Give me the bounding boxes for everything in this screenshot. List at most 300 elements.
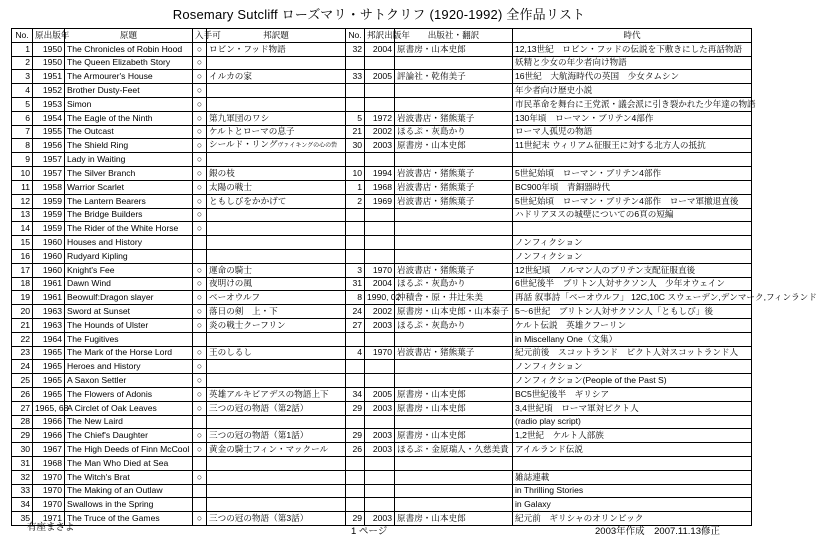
cell-jp-number — [346, 374, 365, 388]
cell-no — [12, 429, 33, 443]
cell-jp-year — [365, 111, 395, 125]
table-row — [12, 236, 752, 250]
cell-japanese-title-text: ケルトとローマの息子 — [209, 126, 295, 137]
cell-era-text: in Miscellany One（文集） — [515, 333, 618, 344]
cell-year — [33, 318, 65, 332]
cell-era-text: 雑誌連載 — [515, 471, 550, 482]
table-row — [12, 360, 752, 374]
cell-japanese-title — [207, 456, 346, 470]
cell-era — [513, 484, 752, 498]
cell-available-mark-text: ○ — [196, 71, 203, 82]
cell-no — [12, 125, 33, 139]
cell-japanese-title — [207, 84, 346, 98]
cell-original-title — [65, 97, 193, 111]
cell-jp-year-text: 2002 — [372, 126, 392, 137]
cell-japanese-title — [207, 180, 346, 194]
cell-japanese-title — [207, 111, 346, 125]
header-japanese-title: 邦訳題 — [207, 29, 346, 43]
cell-japanese-title — [207, 305, 346, 319]
cell-era-text: 年少者向け歴史小説 — [515, 85, 593, 96]
cell-original-title-text: The Hounds of Ulster — [67, 319, 149, 330]
cell-japanese-title — [207, 291, 346, 305]
cell-available-mark-text: ○ — [196, 388, 203, 399]
cell-publisher — [395, 263, 513, 277]
cell-jp-year — [365, 415, 395, 429]
table-row — [12, 97, 752, 111]
cell-japanese-title — [207, 318, 346, 332]
cell-jp-number — [346, 42, 365, 56]
cell-no — [12, 84, 33, 98]
cell-japanese-title — [207, 415, 346, 429]
cell-year — [33, 429, 65, 443]
cell-jp-year — [365, 56, 395, 70]
cell-publisher — [395, 332, 513, 346]
cell-era-text: BC5世紀後半 ギリシア — [515, 388, 610, 399]
cell-available-mark — [193, 415, 207, 429]
cell-publisher — [395, 42, 513, 56]
cell-jp-year — [365, 139, 395, 153]
cell-original-title-text: Warrior Scarlet — [67, 181, 124, 192]
cell-year-text: 1957 — [42, 154, 62, 165]
cell-original-title-text: The Eagle of the Ninth — [67, 112, 153, 123]
cell-publisher — [395, 222, 513, 236]
cell-available-mark — [193, 194, 207, 208]
cell-publisher-text: 沖積舎・原・井辻朱美 — [397, 292, 483, 303]
cell-publisher — [395, 153, 513, 167]
cell-era — [513, 194, 752, 208]
cell-year — [33, 263, 65, 277]
cell-jp-year — [365, 305, 395, 319]
cell-year — [33, 415, 65, 429]
cell-original-title-text: Lady in Waiting — [67, 154, 126, 165]
cell-no-text: 21 — [20, 319, 30, 330]
cell-original-title-text: Beowulf:Dragon slayer — [67, 292, 154, 303]
cell-no-text: 29 — [20, 430, 30, 441]
cell-original-title — [65, 180, 193, 194]
cell-no — [12, 180, 33, 194]
cell-year-text: 1959 — [42, 209, 62, 220]
cell-japanese-title — [207, 332, 346, 346]
cell-available-mark-text: ○ — [196, 347, 203, 358]
cell-original-title — [65, 56, 193, 70]
cell-year — [33, 111, 65, 125]
cell-publisher — [395, 236, 513, 250]
cell-japanese-title — [207, 360, 346, 374]
cell-available-mark-text: ○ — [196, 361, 203, 372]
cell-publisher-text: 岩波書店・猪熊葉子 — [397, 181, 475, 192]
cell-era-text: ノンフィクション(People of the Past S) — [515, 375, 667, 386]
cell-jp-number — [346, 498, 365, 512]
cell-original-title — [65, 374, 193, 388]
cell-japanese-title-text: 三つの冠の物語（第3話） — [209, 512, 309, 523]
cell-era — [513, 222, 752, 236]
cell-jp-year — [365, 236, 395, 250]
cell-no — [12, 97, 33, 111]
cell-no-text: 32 — [20, 471, 30, 482]
table-row — [12, 332, 752, 346]
cell-japanese-title — [207, 470, 346, 484]
cell-jp-year-text: 2003 — [372, 140, 392, 151]
cell-available-mark — [193, 470, 207, 484]
cell-japanese-title-text: ともしびをかかげて — [209, 195, 287, 206]
cell-no — [12, 111, 33, 125]
cell-jp-number-text: 30 — [352, 140, 362, 151]
cell-available-mark — [193, 153, 207, 167]
cell-era — [513, 291, 817, 305]
cell-jp-number-text: 24 — [352, 306, 362, 317]
cell-no — [12, 305, 33, 319]
cell-year-text: 1963 — [42, 319, 62, 330]
cell-available-mark — [193, 56, 207, 70]
cell-publisher — [395, 470, 513, 484]
cell-original-title — [65, 222, 193, 236]
cell-jp-year — [365, 277, 395, 291]
cell-original-title-text: The Silver Branch — [67, 168, 136, 179]
cell-japanese-title-text: イルカの家 — [209, 71, 252, 82]
cell-jp-number — [346, 318, 365, 332]
cell-original-title-text: The Rider of the White Horse — [67, 223, 179, 234]
cell-publisher — [395, 180, 513, 194]
header-original-title: 原題 — [65, 29, 193, 43]
cell-year — [33, 139, 65, 153]
cell-year-text: 1968 — [42, 457, 62, 468]
cell-jp-number-text: 3 — [357, 264, 362, 275]
table-row — [12, 374, 752, 388]
cell-year-text: 1965 — [42, 347, 62, 358]
cell-era-text: (radio play script) — [515, 416, 581, 427]
cell-no-text: 9 — [25, 154, 30, 165]
cell-year — [33, 70, 65, 84]
cell-year-text: 1965 — [42, 361, 62, 372]
cell-jp-year-text: 1970 — [372, 347, 392, 358]
header-available: 入手可 — [193, 29, 207, 43]
cell-year-text: 1956 — [42, 140, 62, 151]
cell-era — [513, 456, 752, 470]
cell-year — [33, 374, 65, 388]
cell-era-text: 市民革命を舞台に王党派・議会派に引き裂かれた少年達の物語 — [515, 98, 756, 109]
cell-year-text: 1965, 68 — [35, 402, 69, 413]
cell-jp-number — [346, 360, 365, 374]
cell-japanese-title — [207, 387, 346, 401]
cell-jp-year-text: 2003 — [372, 319, 392, 330]
cell-jp-year — [365, 125, 395, 139]
cell-original-title — [65, 429, 193, 443]
cell-era — [513, 180, 752, 194]
cell-publisher — [395, 167, 513, 181]
cell-original-title — [65, 153, 193, 167]
cell-japanese-title-text: シールド・リング — [209, 139, 278, 150]
table-row — [12, 42, 752, 56]
cell-no — [12, 208, 33, 222]
cell-available-mark — [193, 305, 207, 319]
cell-no — [12, 415, 33, 429]
cell-jp-year-text: 1969 — [372, 195, 392, 206]
cell-year-text: 1963 — [42, 306, 62, 317]
cell-publisher — [395, 97, 513, 111]
table-row — [12, 470, 752, 484]
cell-original-title — [65, 318, 193, 332]
cell-jp-year — [365, 318, 395, 332]
cell-jp-number-text: 8 — [357, 292, 362, 303]
cell-original-title — [65, 346, 193, 360]
cell-publisher — [395, 443, 513, 457]
table-row — [12, 153, 752, 167]
cell-available-mark-text: ○ — [196, 140, 203, 151]
cell-available-mark — [193, 484, 207, 498]
cell-no-text: 14 — [20, 223, 30, 234]
cell-year-text: 1960 — [42, 264, 62, 275]
cell-original-title-text: Swallows in the Spring — [67, 499, 154, 510]
cell-era — [513, 42, 752, 56]
cell-year — [33, 97, 65, 111]
cell-no-text: 18 — [20, 278, 30, 289]
cell-no — [12, 167, 33, 181]
cell-available-mark — [193, 401, 207, 415]
cell-available-mark-text: ○ — [196, 195, 203, 206]
cell-jp-year-text: 2005 — [372, 388, 392, 399]
cell-publisher-text: 岩波書店・猪熊葉子 — [397, 347, 475, 358]
cell-year-text: 1960 — [42, 250, 62, 261]
cell-jp-number — [346, 249, 365, 263]
cell-no-text: 28 — [20, 416, 30, 427]
cell-jp-year-text: 1990, 02 — [367, 292, 401, 303]
cell-jp-year-text: 1972 — [372, 112, 392, 123]
cell-jp-year — [365, 360, 395, 374]
cell-available-mark — [193, 97, 207, 111]
cell-japanese-title-text: ベーオウルフ — [209, 292, 261, 303]
cell-jp-year-text: 2003 — [372, 444, 392, 454]
cell-available-mark — [193, 332, 207, 346]
cell-publisher — [395, 139, 513, 153]
cell-publisher-text: 岩波書店・猪熊葉子 — [397, 195, 475, 206]
cell-original-title-text: The Man Who Died at Sea — [67, 457, 169, 468]
cell-publisher-text: 岩波書店・猪熊葉子 — [397, 168, 475, 179]
table-row — [12, 401, 752, 415]
cell-jp-number — [346, 443, 365, 457]
cell-jp-number-text: 29 — [352, 402, 362, 413]
cell-original-title-text: Simon — [67, 98, 92, 109]
cell-no-text: 19 — [20, 292, 30, 303]
cell-japanese-title — [207, 222, 346, 236]
cell-original-title — [65, 401, 193, 415]
cell-available-mark-text: ○ — [196, 168, 203, 179]
cell-japanese-title — [207, 401, 346, 415]
cell-japanese-title-text: 夜明けの風 — [209, 278, 252, 289]
cell-year-text: 1965 — [42, 375, 62, 386]
cell-no-text: 5 — [25, 98, 30, 109]
cell-jp-number — [346, 291, 365, 305]
cell-available-mark-text: ○ — [196, 112, 203, 123]
cell-jp-year — [365, 153, 395, 167]
cell-year-text: 1959 — [42, 223, 62, 234]
cell-japanese-title — [207, 167, 346, 181]
cell-original-title-text: Heroes and History — [67, 361, 141, 372]
cell-available-mark-text: ○ — [196, 98, 203, 109]
cell-publisher-text: ほるぷ・灰島かり — [397, 319, 466, 330]
table-row — [12, 429, 752, 443]
cell-year-text: 1957 — [42, 168, 62, 179]
cell-jp-year-text: 1968 — [372, 181, 392, 192]
cell-available-mark — [193, 42, 207, 56]
cell-japanese-subtitle: ヴァイキングの心の砦 — [277, 143, 338, 150]
cell-year — [33, 387, 65, 401]
cell-publisher — [395, 125, 513, 139]
cell-available-mark-text: ○ — [196, 512, 203, 523]
cell-available-mark — [193, 167, 207, 181]
cell-publisher — [395, 111, 513, 125]
cell-available-mark-text: ○ — [196, 319, 203, 330]
cell-era — [513, 360, 752, 374]
cell-original-title-text: The Bridge Builders — [67, 209, 143, 220]
cell-original-title-text: The Witch's Brat — [67, 471, 130, 482]
table-row — [12, 443, 752, 457]
cell-available-mark-text: ○ — [196, 444, 203, 454]
cell-available-mark — [193, 318, 207, 332]
cell-no — [12, 456, 33, 470]
cell-japanese-title-text: 太陽の戦士 — [209, 181, 252, 192]
cell-jp-number-text: 33 — [352, 71, 362, 82]
cell-jp-year — [365, 84, 395, 98]
cell-jp-number-text: 29 — [352, 512, 362, 523]
cell-original-title-text: The Mark of the Horse Lord — [67, 347, 173, 358]
cell-era — [513, 111, 752, 125]
cell-era-text: 16世紀 大航海時代の英国 少女タムシン — [515, 71, 680, 82]
cell-no-text: 12 — [20, 195, 30, 206]
cell-japanese-title — [207, 498, 346, 512]
cell-year-text: 1971 — [42, 512, 62, 523]
cell-year — [33, 222, 65, 236]
cell-japanese-title-text: 炎の戦士クーフリン — [209, 319, 286, 330]
cell-jp-number — [346, 208, 365, 222]
cell-publisher-text: 岩波書店・猪熊葉子 — [397, 112, 475, 123]
cell-japanese-title — [207, 70, 346, 84]
cell-no — [12, 374, 33, 388]
cell-japanese-title — [207, 374, 346, 388]
cell-era-text: 1,2世紀 ケルト人部族 — [515, 430, 604, 441]
cell-era-text: BC900年頃 青銅器時代 — [515, 181, 611, 192]
cell-available-mark-text: ○ — [196, 223, 203, 234]
cell-era — [513, 277, 752, 291]
cell-available-mark-text: ○ — [196, 292, 203, 303]
cell-era — [513, 208, 752, 222]
cell-available-mark-text: ○ — [196, 375, 203, 386]
cell-available-mark-text: ○ — [196, 126, 203, 137]
cell-original-title — [65, 263, 193, 277]
cell-publisher — [395, 387, 513, 401]
cell-year-text: 1970 — [42, 499, 62, 510]
cell-japanese-title-text: 三つの冠の物語（第1話） — [209, 430, 309, 441]
cell-no — [12, 484, 33, 498]
cell-no-text: 34 — [20, 499, 30, 510]
cell-year — [33, 470, 65, 484]
table-row — [12, 318, 752, 332]
cell-no-text: 31 — [20, 457, 30, 468]
cell-no-text: 4 — [25, 85, 30, 96]
cell-no — [12, 387, 33, 401]
cell-original-title-text: The Flowers of Adonis — [67, 388, 153, 399]
cell-publisher-text: 原書房・山本史郎 — [397, 43, 466, 54]
works-table — [11, 28, 817, 526]
cell-no-text: 33 — [20, 485, 30, 496]
cell-no — [12, 360, 33, 374]
table-row — [12, 56, 752, 70]
cell-japanese-title-text: ロビン・フッド物語 — [209, 43, 286, 54]
cell-year-text: 1952 — [42, 85, 62, 96]
cell-no — [12, 332, 33, 346]
cell-japanese-title-text: 運命の騎士 — [209, 264, 252, 275]
cell-japanese-title — [207, 249, 346, 263]
cell-no — [12, 194, 33, 208]
cell-original-title — [65, 443, 193, 457]
cell-available-mark — [193, 70, 207, 84]
cell-year-text: 1965 — [42, 388, 62, 399]
cell-original-title-text: Sword at Sunset — [67, 306, 131, 317]
table-row — [12, 346, 752, 360]
cell-jp-year — [365, 222, 395, 236]
cell-original-title — [65, 484, 193, 498]
header-japanese-year: 邦訳出版年 — [365, 29, 395, 43]
cell-year — [33, 56, 65, 70]
cell-jp-number-text: 29 — [352, 430, 362, 441]
cell-jp-number-text: 10 — [352, 168, 362, 179]
cell-jp-year-text: 1970 — [372, 264, 392, 275]
cell-available-mark-text: ○ — [196, 43, 203, 54]
cell-jp-number — [346, 236, 365, 250]
cell-available-mark — [193, 208, 207, 222]
cell-publisher — [395, 318, 513, 332]
cell-year — [33, 125, 65, 139]
cell-jp-number — [346, 429, 365, 443]
cell-original-title-text: Knight's Fee — [67, 264, 115, 275]
cell-available-mark-text: ○ — [196, 209, 203, 220]
cell-era-text: 12世紀頃 ノルマン人のブリテン支配征服直後 — [515, 264, 696, 275]
cell-japanese-title-text: 三つの冠の物語（第2話） — [209, 402, 309, 413]
cell-available-mark — [193, 429, 207, 443]
cell-jp-number-text: 1 — [357, 181, 362, 192]
cell-year-text: 1970 — [42, 471, 62, 482]
cell-publisher — [395, 291, 513, 305]
cell-jp-year — [365, 167, 395, 181]
cell-jp-number — [346, 194, 365, 208]
table-row — [12, 180, 752, 194]
footer-date: 2003年作成 2007.11.13修正 — [595, 526, 720, 537]
cell-available-mark-text: ○ — [196, 306, 203, 317]
cell-original-title-text: The Lantern Bearers — [67, 195, 146, 206]
cell-jp-number-text: 31 — [352, 278, 362, 289]
cell-era — [513, 498, 752, 512]
cell-era — [513, 415, 752, 429]
cell-available-mark — [193, 111, 207, 125]
cell-year — [33, 277, 65, 291]
cell-jp-year — [365, 484, 395, 498]
cell-jp-number — [346, 153, 365, 167]
cell-japanese-title — [207, 125, 346, 139]
cell-era-text: ケルト伝説 英雄クフーリン — [515, 319, 627, 330]
cell-available-mark-text: ○ — [196, 57, 203, 68]
cell-jp-number — [346, 56, 365, 70]
cell-japanese-title — [207, 208, 346, 222]
cell-original-title-text: A Circlet of Oak Leaves — [67, 402, 157, 413]
cell-no-text: 27 — [20, 402, 30, 413]
cell-publisher — [395, 401, 513, 415]
cell-available-mark-text: ○ — [196, 278, 203, 289]
cell-publisher-text: 原書房・山本史郎 — [397, 430, 466, 441]
cell-publisher — [395, 84, 513, 98]
cell-no-text: 16 — [20, 250, 30, 261]
cell-no — [12, 401, 33, 415]
cell-jp-year-text: 1994 — [372, 168, 392, 179]
cell-publisher — [395, 512, 513, 526]
